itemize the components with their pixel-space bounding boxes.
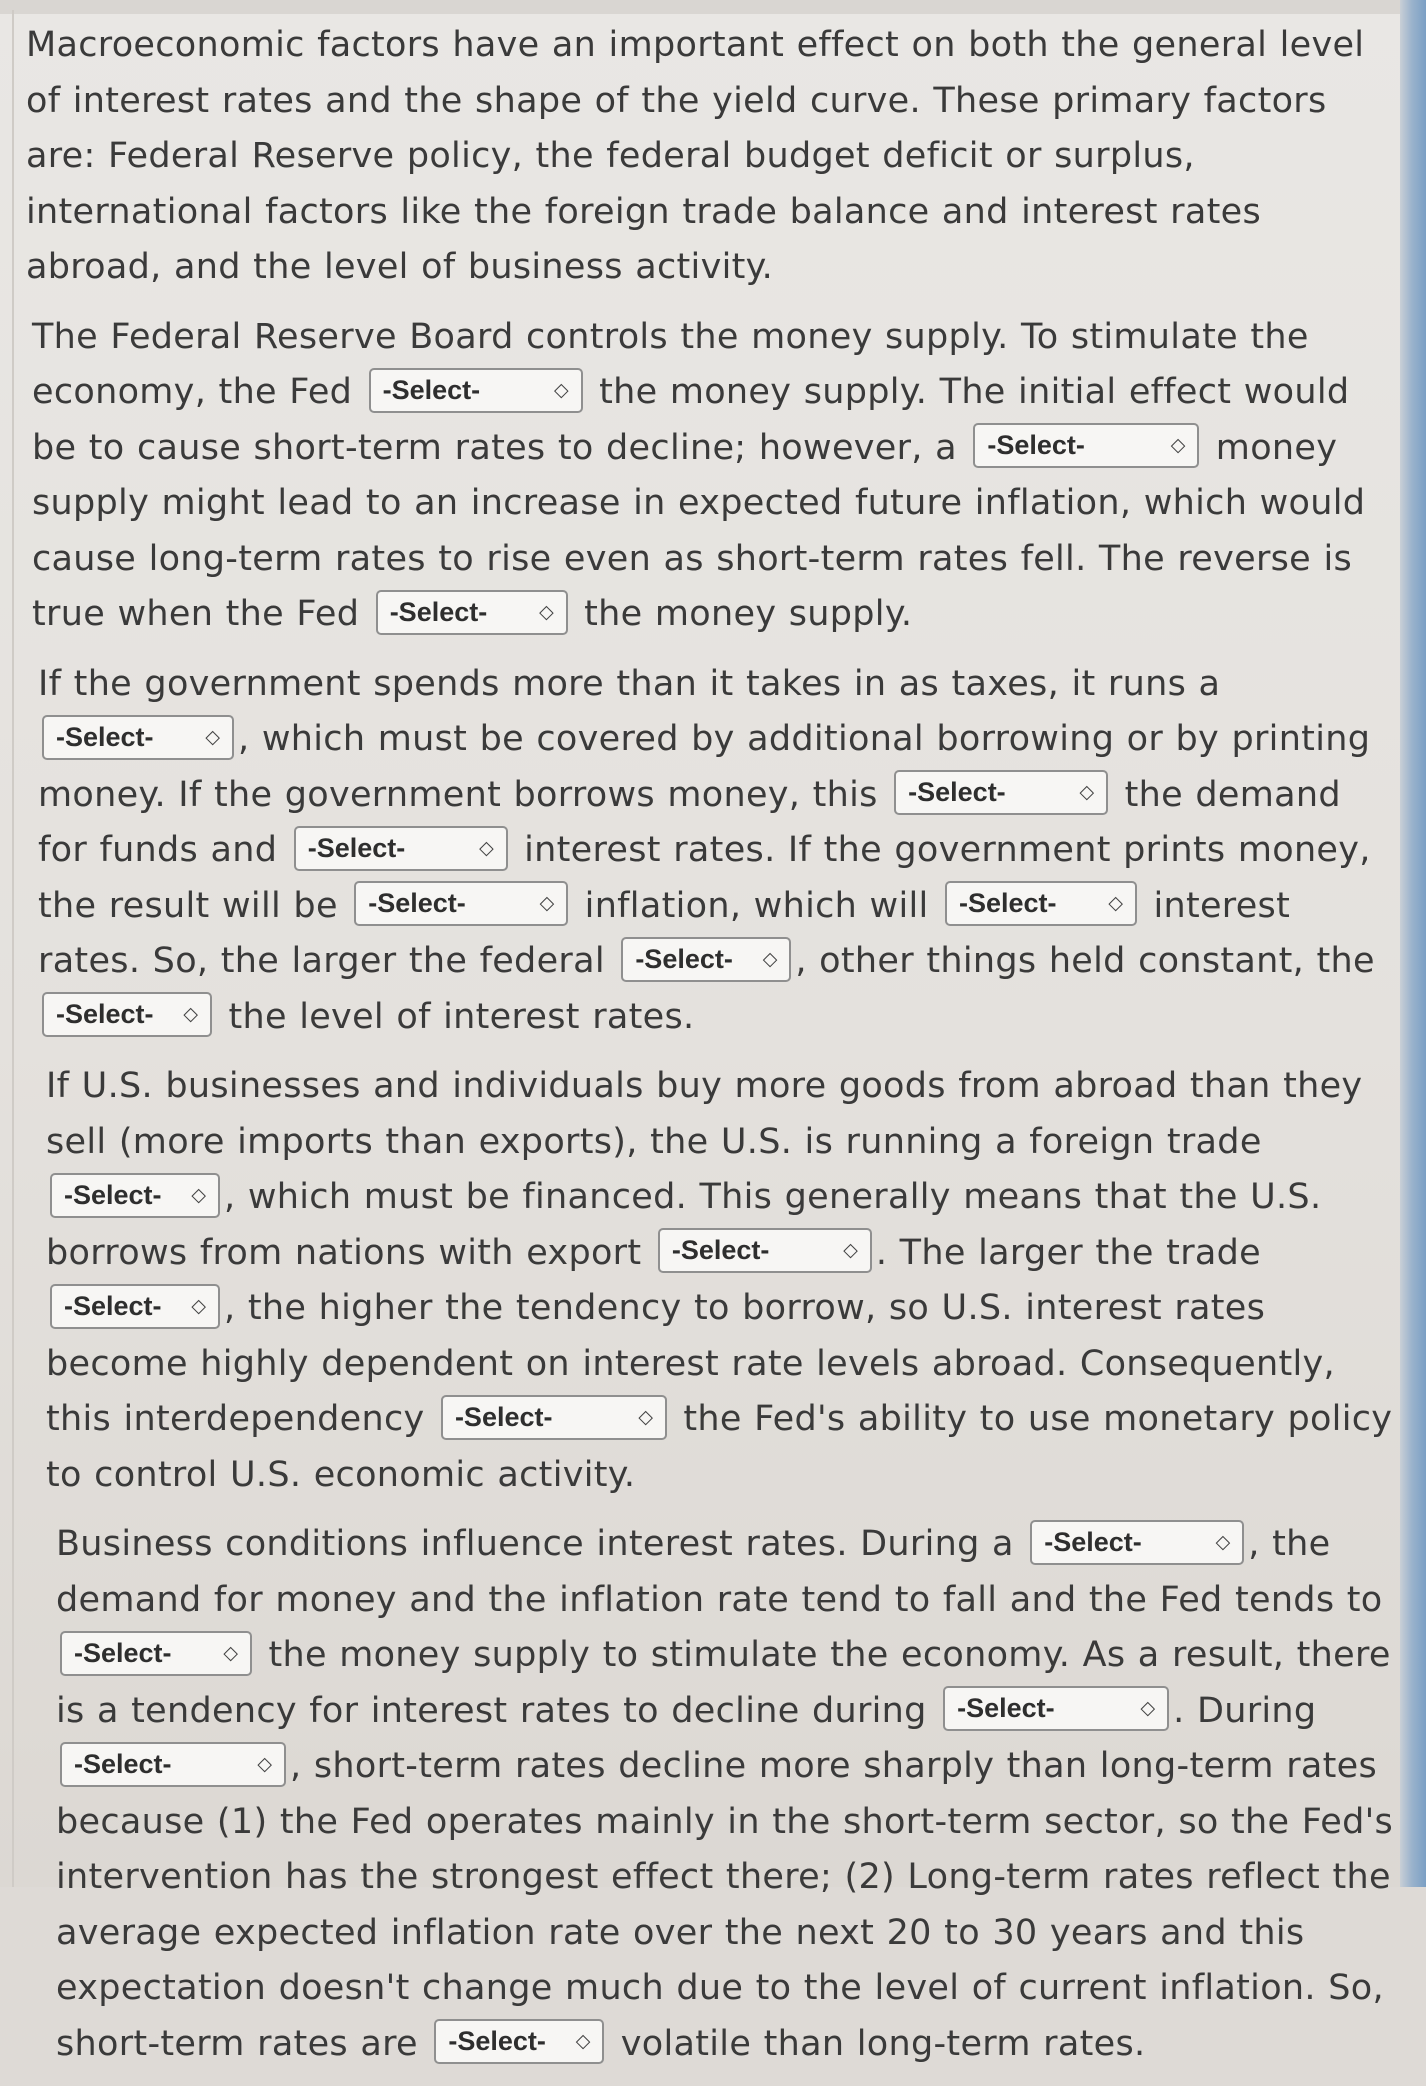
paragraph-business-conditions: Business conditions influence interest rates. During a -Select- ◇ , the demand for money and the inflation rate tend to fall and the Fed tends to -Select- ◇ the money supply to stimulate the economy. As a result, there is a tendency for interest rates to decline during -Select- ◇ . During -Select- ◇ , short-term rates decline more sharply than long-term rates because (1) the Fed operates mainly in the short-term sector, so the Fed's intervention has the strongest effect there; (2) Long-term rates reflect the average expected inflation rate over the next 20 to 30 years and this expectation doesn't change much due to the level of current inflation. So, short-term rates are -Select- ◇ volatile than long-term rates. (56, 1517, 1398, 2072)
during-period-select[interactable]: -Select- ◇ (60, 1742, 286, 1787)
up-down-chevron-icon: ◇ (1215, 1531, 1231, 1553)
up-down-chevron-icon: ◇ (539, 893, 555, 914)
fed-action-select[interactable]: -Select- ◇ (369, 368, 583, 413)
inflation-rates-effect-select[interactable]: -Select- ◇ (945, 881, 1137, 926)
up-down-chevron-icon: ◇ (1079, 782, 1095, 803)
up-down-chevron-icon: ◇ (191, 1295, 206, 1317)
paragraph-foreign-trade: If U.S. businesses and individuals buy more goods from abroad than they sell (more imports than exports), the U.S. is running a foreign trade -Select- ◇ , which must be financed. This generally means that the U.S. borrows from nations with export -Select- ◇ . The larger the trade -Select- ◇ , the higher the tendency to borrow, so U.S. interest rates become highly dependent on interest rate levels abroad. Consequently, this interdependency -Select- ◇ the Fed's ability to use monetary policy to control U.S. economic activity. (46, 1066, 1393, 1495)
trade-balance-select[interactable]: -Select- ◇ (50, 1173, 220, 1218)
printing-inflation-select[interactable]: -Select- ◇ (354, 881, 568, 926)
up-down-chevron-icon: ◇ (1170, 435, 1186, 456)
fed-reverse-action-select[interactable]: -Select- ◇ (376, 590, 568, 635)
up-down-chevron-icon: ◇ (539, 601, 554, 623)
up-down-chevron-icon: ◇ (1140, 1698, 1156, 1719)
borrowing-demand-effect-select[interactable]: -Select- ◇ (894, 770, 1108, 815)
fed-response-select[interactable]: -Select- ◇ (60, 1631, 252, 1676)
money-supply-change-select[interactable]: -Select- ◇ (973, 423, 1199, 468)
federal-balance-select[interactable]: -Select- ◇ (621, 937, 791, 982)
export-balance-select[interactable]: -Select- ◇ (658, 1228, 872, 1273)
paragraph-budget-deficit: If the government spends more than it takes in as taxes, it runs a -Select- ◇ , which must be covered by additional borrowing or by printing money. If the government borrows money, this -Select- ◇ the demand for funds and -Select- ◇ interest rates. If the government prints money, the result will be -Select- ◇ inflation, which will -Select- ◇ interest rates. So, the larger the federal -Select- ◇ , other things held constant, the -Select- ◇ the level of interest rates. (38, 663, 1375, 1037)
up-down-chevron-icon: ◇ (638, 1406, 653, 1428)
interdependency-effect-select[interactable]: -Select- ◇ (441, 1395, 667, 1440)
top-strip (0, 0, 1426, 14)
up-down-chevron-icon: ◇ (205, 726, 220, 748)
up-down-chevron-icon: ◇ (479, 837, 494, 859)
paragraph-intro: Macroeconomic factors have an important effect on both the general level of interest rates and the shape of the yield curve. These primary factors are: Federal Reserve policy, the federal budget deficit or surplus, international factors like the foreign trade balance and interest rates abroad, and the level of business activity. (26, 25, 1365, 287)
business-cycle-phase-select[interactable]: -Select- ◇ (1030, 1520, 1244, 1565)
decline-period-select[interactable]: -Select- ◇ (943, 1686, 1169, 1731)
up-down-chevron-icon: ◇ (257, 1753, 272, 1775)
borrowing-rates-effect-select[interactable]: -Select- ◇ (294, 826, 508, 871)
up-down-chevron-icon: ◇ (554, 379, 569, 401)
up-down-chevron-icon: ◇ (223, 1642, 238, 1664)
left-margin-rule (12, 10, 14, 1887)
up-down-chevron-icon: ◇ (1108, 893, 1123, 914)
trade-size-select[interactable]: -Select- ◇ (50, 1284, 220, 1329)
budget-balance-select[interactable]: -Select- ◇ (42, 715, 234, 760)
up-down-chevron-icon: ◇ (575, 2031, 591, 2052)
up-down-chevron-icon: ◇ (843, 1240, 858, 1261)
question-content (26, 18, 1398, 2086)
volatility-comparison-select[interactable]: -Select- ◇ (434, 2019, 604, 2064)
paragraph-federal-reserve: The Federal Reserve Board controls the money supply. To stimulate the economy, the Fed -Select- ◇ the money supply. The initial effect would be to cause short-term rates to decline; however, a -Select- ◇ money supply might lead to an increase in expected future inflation, which would cause long-term rates to rise even as short-term rates fell. The reverse is true when the Fed -Select- ◇ the money supply. (32, 316, 1366, 634)
interest-level-effect-select[interactable]: -Select- ◇ (42, 992, 212, 1037)
window-edge-bar (1400, 0, 1426, 1887)
up-down-chevron-icon: ◇ (762, 948, 778, 970)
up-down-chevron-icon: ◇ (191, 1184, 206, 1206)
up-down-chevron-icon: ◇ (183, 1004, 198, 1025)
